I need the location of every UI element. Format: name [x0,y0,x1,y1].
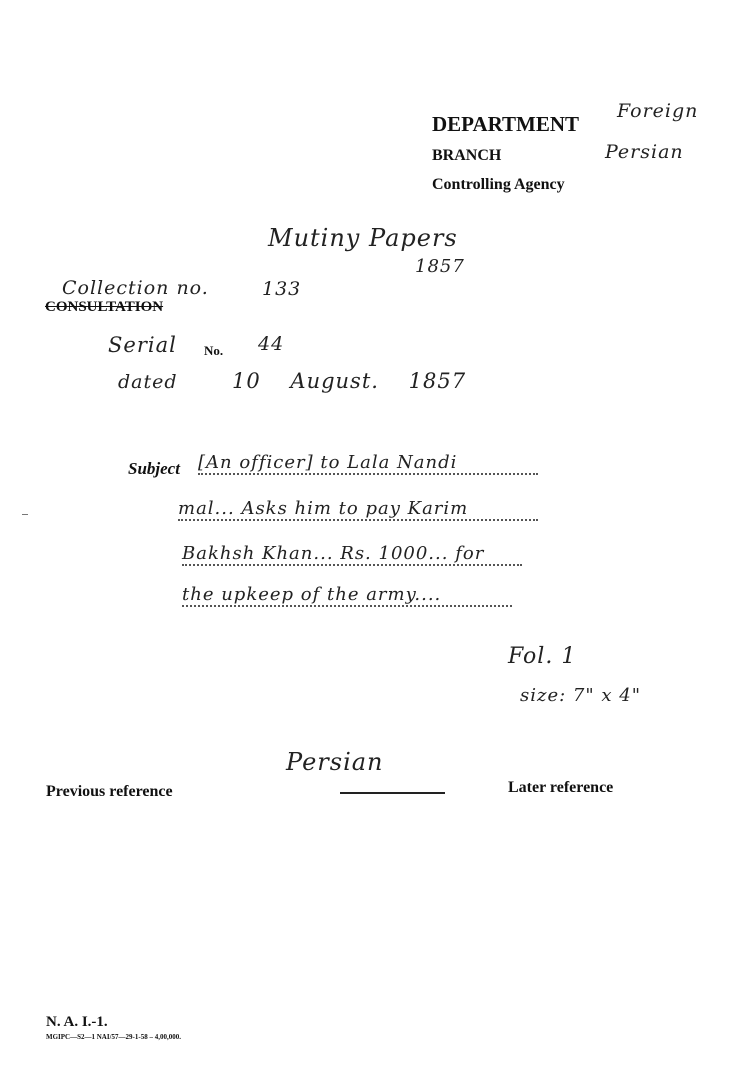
printer-line: MGIPC—S2—1 NAI/57—29-1-58 – 4,00,000. [46,1033,181,1041]
language-note: Persian [286,748,384,776]
later-reference-label: Later reference [508,779,614,796]
subject-line-3: Bakhsh Khan... Rs. 1000... for [182,543,522,566]
previous-reference-label: Previous reference [46,783,173,800]
title-year: 1857 [415,256,465,277]
department-label: DEPARTMENT [432,112,580,136]
dated-value: 10 August. 1857 [232,369,467,393]
collection-label: Collection no. [62,277,209,299]
folio: Fol. 1 [508,644,577,669]
title-mutiny-papers: Mutiny Papers [268,224,458,252]
department-value: Foreign [617,100,699,122]
subject-line-2: mal... Asks him to pay Karim [178,498,538,521]
serial-no-label: No. [204,343,224,358]
dated-label: dated [118,371,178,393]
branch-label: BRANCH [432,147,502,164]
divider-line [340,792,445,794]
subject-line-4: the upkeep of the army.... [182,584,512,607]
consultation-label: CONSULTATION [45,299,164,315]
subject-label: Subject [128,459,180,478]
collection-number: 133 [262,278,302,300]
controlling-agency-label: Controlling Agency [432,176,565,193]
subject-line-1: [An officer] to Lala Nandi [198,452,538,475]
branch-value: Persian [605,141,684,163]
margin-mark [22,514,28,515]
form-code: N. A. I.-1. [46,1014,108,1030]
serial-hand-label: Serial [108,333,177,357]
size-note: size: 7" x 4" [520,685,641,706]
serial-number: 44 [258,333,285,355]
